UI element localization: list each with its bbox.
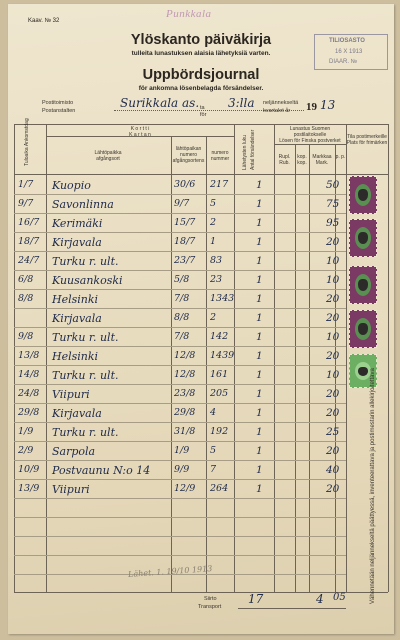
- side-note: Vähennetään neljännekseltä päättyessä, inventeerattava ja postimestarin allekirjoitettava: [370, 368, 376, 604]
- table-row: [8, 481, 394, 500]
- header-sender-number: lähtöpaikan numero afgångsortens: [172, 146, 205, 164]
- header-stamps: Tila postimerkeille Plats för frimärken: [346, 134, 388, 146]
- header-sender: Lähtöpaikka afgångsort: [94, 150, 122, 162]
- row-place: Savonlinna: [52, 198, 114, 211]
- year-value: 13: [320, 98, 336, 112]
- row-card-number: 264: [210, 483, 229, 494]
- row-place: Kirjavala: [52, 407, 102, 420]
- siirto-label: Siirto: [204, 596, 217, 602]
- row-card-date: 8/8: [174, 312, 190, 323]
- table-row: [8, 424, 394, 443]
- table-row: [8, 367, 394, 386]
- subtitle-swedish: för ankomna lösenbelagda försändelser.: [138, 85, 264, 92]
- row-card-number: 217: [210, 179, 229, 190]
- row-date: 8/8: [18, 293, 34, 304]
- header-count: Lähetysten luku: [242, 134, 248, 170]
- row-count: 1: [256, 198, 263, 210]
- transport-label: Transport: [198, 604, 222, 610]
- row-card-number: 142: [210, 331, 229, 342]
- received-stamp-date: 16 X 1913: [335, 49, 363, 55]
- header-kop: kop. kop.: [297, 154, 307, 166]
- row-date: 1/7: [18, 179, 34, 190]
- table-row: [8, 272, 394, 291]
- office-value: Surikkala as.: [120, 96, 200, 110]
- row-card-number: 4: [210, 407, 217, 418]
- row-place: Viipuri: [52, 388, 90, 401]
- row-count: 1: [256, 236, 263, 248]
- office-label-sv: Postanstalten: [42, 108, 76, 114]
- row-fee: 20: [326, 388, 340, 400]
- row-card-number: 5: [210, 445, 217, 456]
- postage-stamp: [349, 310, 377, 348]
- pencil-note: Punkkala: [166, 8, 212, 20]
- row-count: 1: [256, 369, 263, 381]
- header-fee: Lunastus Suomen postilaitokselle Lösen för Finska postverket: [279, 126, 341, 144]
- header-card: K o r t t i K a r t a n: [129, 126, 151, 138]
- row-date: 6/8: [18, 274, 34, 285]
- header-p: p. p.: [335, 154, 346, 160]
- table-row: [8, 462, 394, 481]
- row-fee: 20: [326, 407, 340, 419]
- row-count: 1: [256, 274, 263, 286]
- row-card-date: 12/8: [174, 350, 196, 361]
- label-ta: ta: [200, 105, 205, 111]
- row-date: 18/7: [18, 236, 40, 247]
- row-place: Turku r. ult.: [52, 426, 119, 439]
- header-count-sv: Antal försändelser: [250, 129, 256, 170]
- row-count: 1: [256, 464, 263, 476]
- journal-page: [8, 4, 394, 634]
- row-card-number: 2: [210, 217, 217, 228]
- total-p: 05: [333, 592, 346, 603]
- quarter-label-sv: kvartalet år: [263, 108, 291, 114]
- subtitle-finnish: tulleita lunastuksen alaisia lähetyksiä varten.: [131, 50, 271, 57]
- row-place: Turku r. ult.: [52, 255, 119, 268]
- row-place: Postvaunu N:o 14: [52, 464, 151, 477]
- row-date: 14/8: [18, 369, 40, 380]
- header-number: numero nummer: [210, 150, 230, 162]
- table-row: [8, 443, 394, 462]
- row-card-date: 5/8: [174, 274, 190, 285]
- row-date: 2/9: [18, 445, 34, 456]
- row-card-number: 192: [210, 426, 229, 437]
- row-place: Kirjavala: [52, 312, 102, 325]
- header-date: Tuloaika Ankomstdag: [24, 118, 30, 166]
- row-place: Turku r. ult.: [52, 369, 119, 382]
- form-number: Kaav. № 32: [28, 18, 60, 24]
- table-row: [8, 386, 394, 405]
- row-count: 1: [256, 483, 263, 495]
- row-card-date: 18/7: [174, 236, 196, 247]
- total-mk: 4: [316, 592, 324, 606]
- row-fee: 20: [326, 312, 340, 324]
- row-count: 1: [256, 445, 263, 457]
- row-fee: 20: [326, 236, 340, 248]
- row-count: 1: [256, 426, 263, 438]
- row-date: 1/9: [18, 426, 34, 437]
- table-row: [8, 215, 394, 234]
- row-card-number: 1: [210, 236, 217, 247]
- table-row: [8, 329, 394, 348]
- row-fee: 10: [326, 369, 340, 381]
- row-place: Kirjavala: [52, 236, 102, 249]
- row-fee: 20: [326, 445, 340, 457]
- row-card-date: 12/9: [174, 483, 196, 494]
- row-card-date: 29/8: [174, 407, 196, 418]
- row-card-date: 23/7: [174, 255, 196, 266]
- row-card-number: 161: [210, 369, 229, 380]
- received-stamp-diaar: DIAAR. №: [329, 59, 358, 65]
- row-fee: 20: [326, 350, 340, 362]
- row-date: 9/7: [18, 198, 34, 209]
- row-fee: 10: [326, 255, 340, 267]
- row-fee: 50: [326, 179, 340, 191]
- row-card-date: 7/8: [174, 331, 190, 342]
- row-card-number: 1439: [210, 350, 235, 361]
- row-place: Helsinki: [52, 350, 99, 363]
- row-fee: 95: [326, 217, 340, 229]
- row-count: 1: [256, 293, 263, 305]
- quarter-label-fi: neljännekseltä: [263, 100, 299, 106]
- row-fee: 20: [326, 293, 340, 305]
- row-fee: 20: [326, 483, 340, 495]
- row-date: 9/8: [18, 331, 34, 342]
- row-place: Kuopio: [52, 179, 91, 192]
- row-card-number: 5: [210, 198, 217, 209]
- quarter-value: 3:lla: [228, 96, 255, 110]
- total-count: 17: [248, 592, 264, 606]
- row-fee: 75: [326, 198, 340, 210]
- faded-note: Lähet. 1. 19/10 1913: [127, 564, 213, 579]
- row-place: Viipuri: [52, 483, 90, 496]
- title-finnish: Ylöskanto päiväkirja: [130, 32, 272, 48]
- row-date: 29/8: [18, 407, 40, 418]
- row-card-number: 2: [210, 312, 217, 323]
- postage-stamp: [349, 219, 377, 257]
- row-card-date: 31/8: [174, 426, 196, 437]
- row-count: 1: [256, 407, 263, 419]
- row-date: 13/8: [18, 350, 40, 361]
- postage-stamp: [349, 266, 377, 304]
- table-row: [8, 234, 394, 253]
- table-row: [8, 291, 394, 310]
- postage-stamp: [349, 176, 377, 214]
- header-mk: Markkaa Mark.: [312, 154, 332, 166]
- row-card-date: 15/7: [174, 217, 196, 228]
- received-stamp-line1: TILIOSASTO: [329, 38, 365, 44]
- row-count: 1: [256, 179, 263, 191]
- row-date: 24/7: [18, 255, 40, 266]
- row-card-date: 9/9: [174, 464, 190, 475]
- year-prefix: 19: [306, 101, 317, 113]
- row-date: 10/9: [18, 464, 40, 475]
- table-row: [8, 310, 394, 329]
- table-row: [8, 253, 394, 272]
- table-row: [8, 348, 394, 367]
- row-fee: 40: [326, 464, 340, 476]
- row-date: 24/8: [18, 388, 40, 399]
- row-count: 1: [256, 388, 263, 400]
- title-swedish: Uppbördsjournal: [142, 67, 260, 83]
- row-card-number: 23: [210, 274, 223, 285]
- row-card-date: 12/8: [174, 369, 196, 380]
- row-date: 16/7: [18, 217, 40, 228]
- table-row: [8, 196, 394, 215]
- row-card-number: 83: [210, 255, 223, 266]
- row-place: Sarpola: [52, 445, 96, 458]
- row-count: 1: [256, 350, 263, 362]
- row-count: 1: [256, 312, 263, 324]
- row-card-number: 7: [210, 464, 217, 475]
- row-card-date: 23/8: [174, 388, 196, 399]
- row-place: Kuusankoski: [52, 274, 123, 287]
- row-place: Helsinki: [52, 293, 99, 306]
- row-count: 1: [256, 331, 263, 343]
- row-card-date: 30/6: [174, 179, 196, 190]
- row-card-date: 9/7: [174, 198, 190, 209]
- office-label-fi: Postitoimisto: [42, 100, 74, 106]
- row-count: 1: [256, 217, 263, 229]
- row-card-date: 7/8: [174, 293, 190, 304]
- label-for: för: [200, 112, 207, 118]
- row-fee: 10: [326, 274, 340, 286]
- row-fee: 10: [326, 331, 340, 343]
- row-card-number: 1343: [210, 293, 235, 304]
- row-fee: 25: [326, 426, 340, 438]
- row-count: 1: [256, 255, 263, 267]
- row-card-date: 1/9: [174, 445, 190, 456]
- row-card-number: 205: [210, 388, 229, 399]
- row-place: Turku r. ult.: [52, 331, 119, 344]
- table-row: [8, 405, 394, 424]
- header-rub: Rupl. Rub.: [278, 154, 291, 166]
- row-date: 13/9: [18, 483, 40, 494]
- table-row: [8, 177, 394, 196]
- row-place: Kerimäki: [52, 217, 103, 230]
